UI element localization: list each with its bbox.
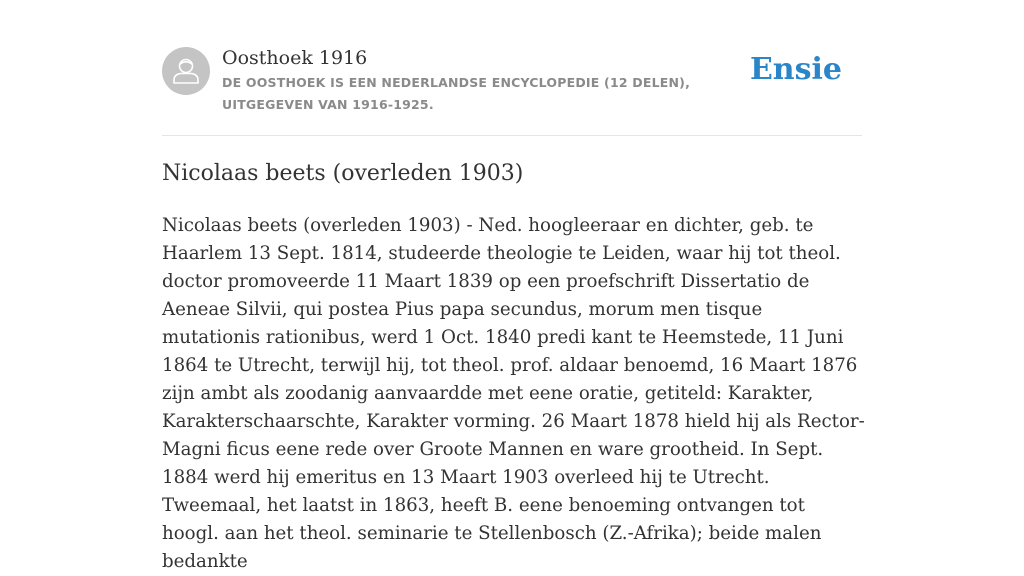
entry-title: Nicolaas beets (overleden 1903) (162, 161, 524, 186)
user-silhouette-icon (162, 47, 210, 95)
source-description: DE OOSTHOEK IS EEN NEDERLANDSE ENCYCLOPEDIE (12 DELEN), UITGEGEVEN VAN 1916-1925. (222, 75, 691, 112)
ensie-logo[interactable]: Ensie (749, 52, 842, 87)
source-header (162, 44, 862, 136)
source-title[interactable]: Oosthoek 1916 (222, 47, 368, 69)
source-avatar[interactable] (162, 47, 210, 95)
entry-body: Nicolaas beets (overleden 1903) - Ned. hoogleeraar en dichter, geb. te Haarlem 13 Sept. 1814, studeerde theologie te Leiden, waar hij tot theol. doctor promoveerde 11 Maart 1839 op een proefschrift Dissertatio de Aeneae Silvii, qui postea Pius papa secundus, morum men tisque mutationis rationibus, werd 1 Oct. 1840 predi kant te Heemstede, 11 Juni 1864 te Utrecht, terwijl hij, tot theol. prof. aldaar benoemd, 16 Maart 1876 zijn ambt als zoodanig aanvaardde met eene oratie, getiteld: Karakter, Karakterschaarschte, Karakter vorming. 26 Maart 1878 hield hij als Rector-Magni ficus eene rede over Groote Mannen en ware grootheid. In Sept. 1884 werd hij emeritus en 13 Maart 1903 overleed hij te Utrecht. Tweemaal, het laatst in 1863, heeft B. eene benoeming ontvangen tot hoogl. aan het theol. seminarie te Stellenbosch (Z.-Afrika); beide malen bedankte (162, 215, 865, 572)
